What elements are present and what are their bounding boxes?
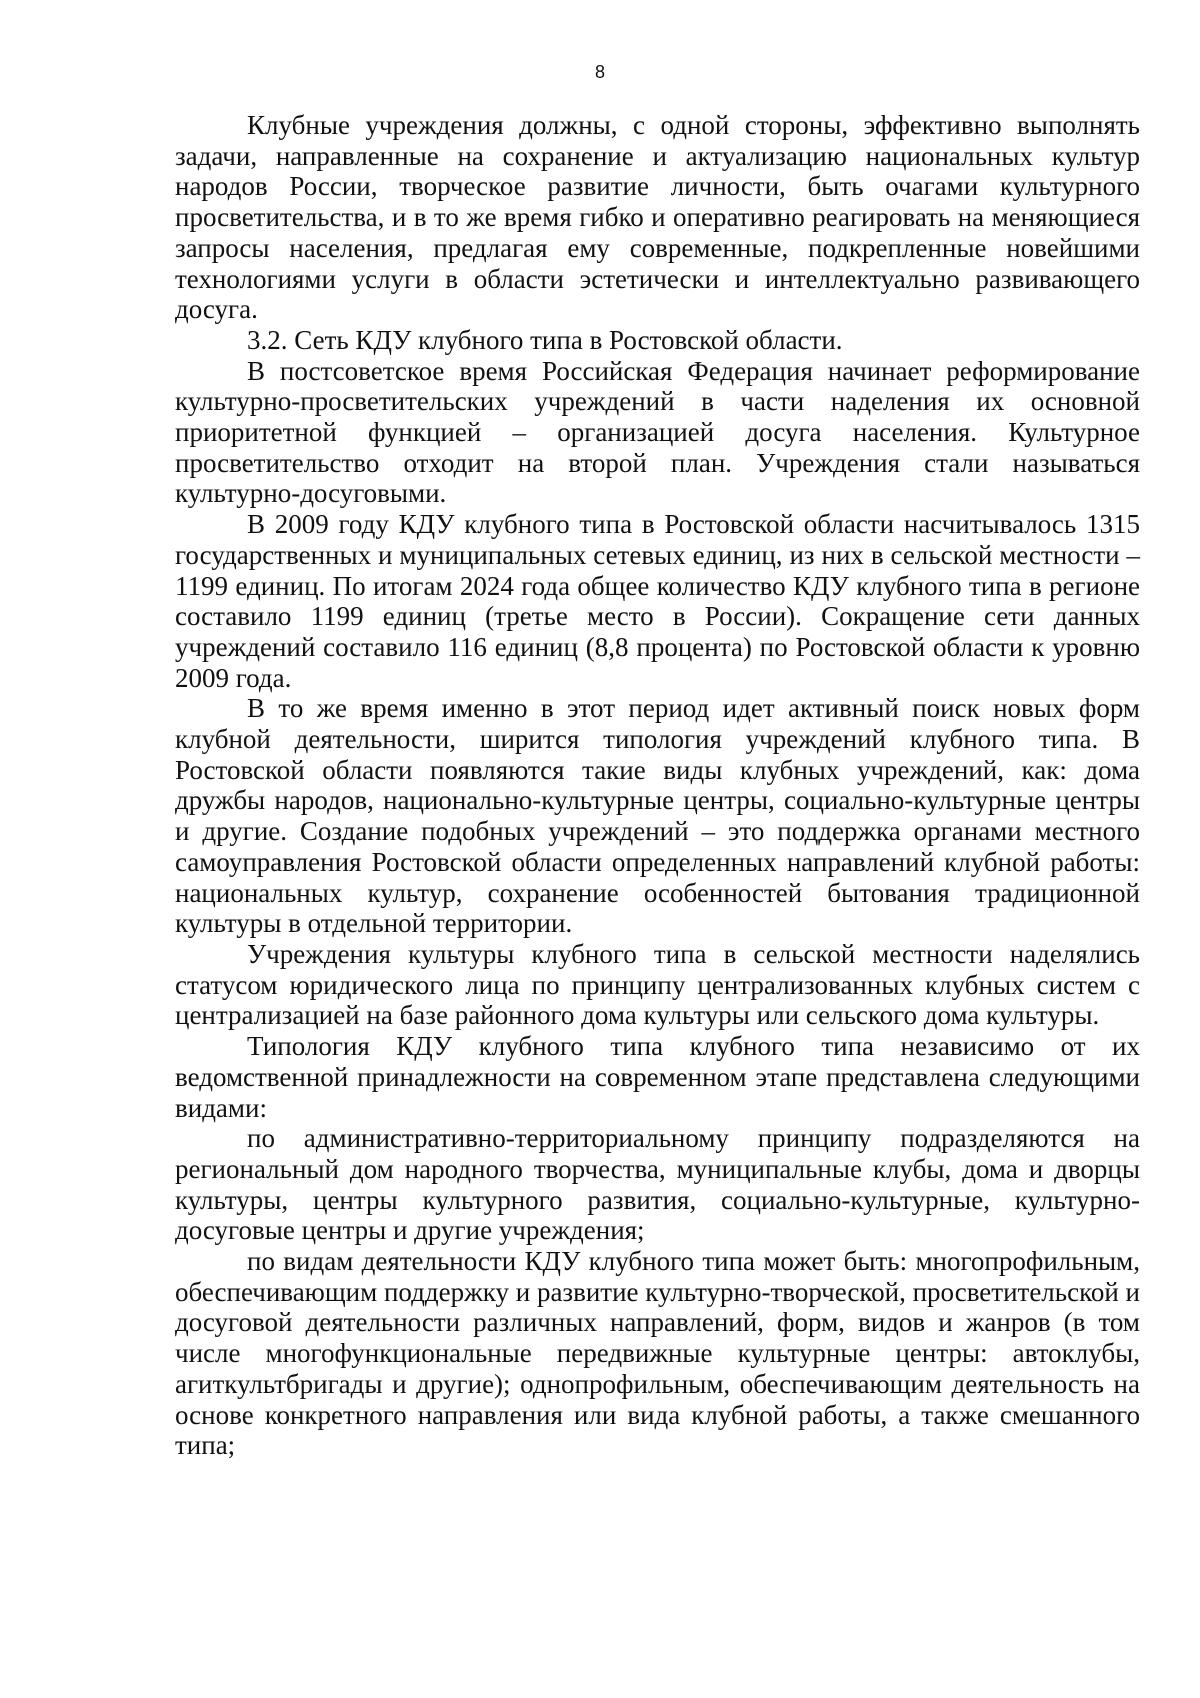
document-body bbox=[175, 110, 1140, 1461]
paragraph-club-institutions: Клубные учреждения должны, с одной стороны, эффективно выполнять задачи, направленные на сохранение и актуализацию национальных культур народов России, творческое развитие личности, быть очагами культурного просветительства, и в то же время гибко и оперативно реагировать на меняющиеся запросы населения, предлагая ему современные, подкрепленные новейшими технологиями услуги в области эстетически и интеллектуально развивающего досуга. bbox=[175, 110, 1140, 325]
section-heading-3-2: 3.2. Сеть КДУ клубного типа в Ростовской области. bbox=[247, 324, 843, 355]
page-number: 8 bbox=[594, 62, 605, 82]
paragraph-typology-intro: Типология КДУ клубного типа клубного типа независимо от их ведомственной принадлежности на современном этапе представлена следующими видами: bbox=[175, 1031, 1140, 1123]
paragraph-activity-types: по видам деятельности КДУ клубного типа может быть: многопрофильным, обеспечивающим поддержку и развитие культурно-творческой, просветительской и досуговой деятельности различных направлений, форм, видов и жанров (в том числе многофункциональные передвижные культурные центры: автоклубы, агиткультбригады и другие); однопрофильным, обеспечивающим деятельность на основе конкретного направления или вида клубной работы, а также смешанного типа; bbox=[175, 1246, 1140, 1461]
paragraph-post-soviet: В постсоветское время Российская Федерация начинает реформирование культурно-просветительских учреждений в части наделения их основной приоритетной функцией – организацией досуга населения. Культурное просветительство отходит на второй план. Учреждения стали называться культурно-досуговыми. bbox=[175, 355, 1140, 509]
paragraph-rural-institutions: Учреждения культуры клубного типа в сельской местности наделялись статусом юридического лица по принципу централизованных клубных систем с централизацией на базе районного дома культуры или сельского дома культуры. bbox=[175, 938, 1140, 1031]
paragraph-statistics-2009-2024: В 2009 году КДУ клубного типа в Ростовской области насчитывалось 1315 государственных и муниципальных сетевых единиц, из них в сельской местности – 1199 единиц. По итогам 2024 года общее количество КДУ клубного типа в регионе составило 1199 единиц (третье место в России). Сокращение сети данных учреждений составило 116 единиц (8,8 процента) по Ростовской области к уровню 2009 года. bbox=[175, 509, 1140, 693]
paragraph-administrative-principle: по административно-территориальному принципу подразделяются на региональный дом народного творчества, муниципальные клубы, дома и дворцы культуры, центры культурного развития, социально-культурные, культурно-досуговые центры и другие учреждения; bbox=[175, 1123, 1140, 1246]
paragraph-new-forms: В то же время именно в этот период идет активный поиск новых форм клубной деятельности, ширится типология учреждений клубного типа. В Ростовской области появляются такие виды клубных учреждений, как: дома дружбы народов, национально-культурные центры, социально-культурные центры и другие. Создание подобных учреждений – это поддержка органами местного самоуправления Ростовской области определенных направлений клубной работы: национальных культур, сохранение особенностей бытования традиционной культуры в отдельной территории. bbox=[175, 693, 1140, 939]
